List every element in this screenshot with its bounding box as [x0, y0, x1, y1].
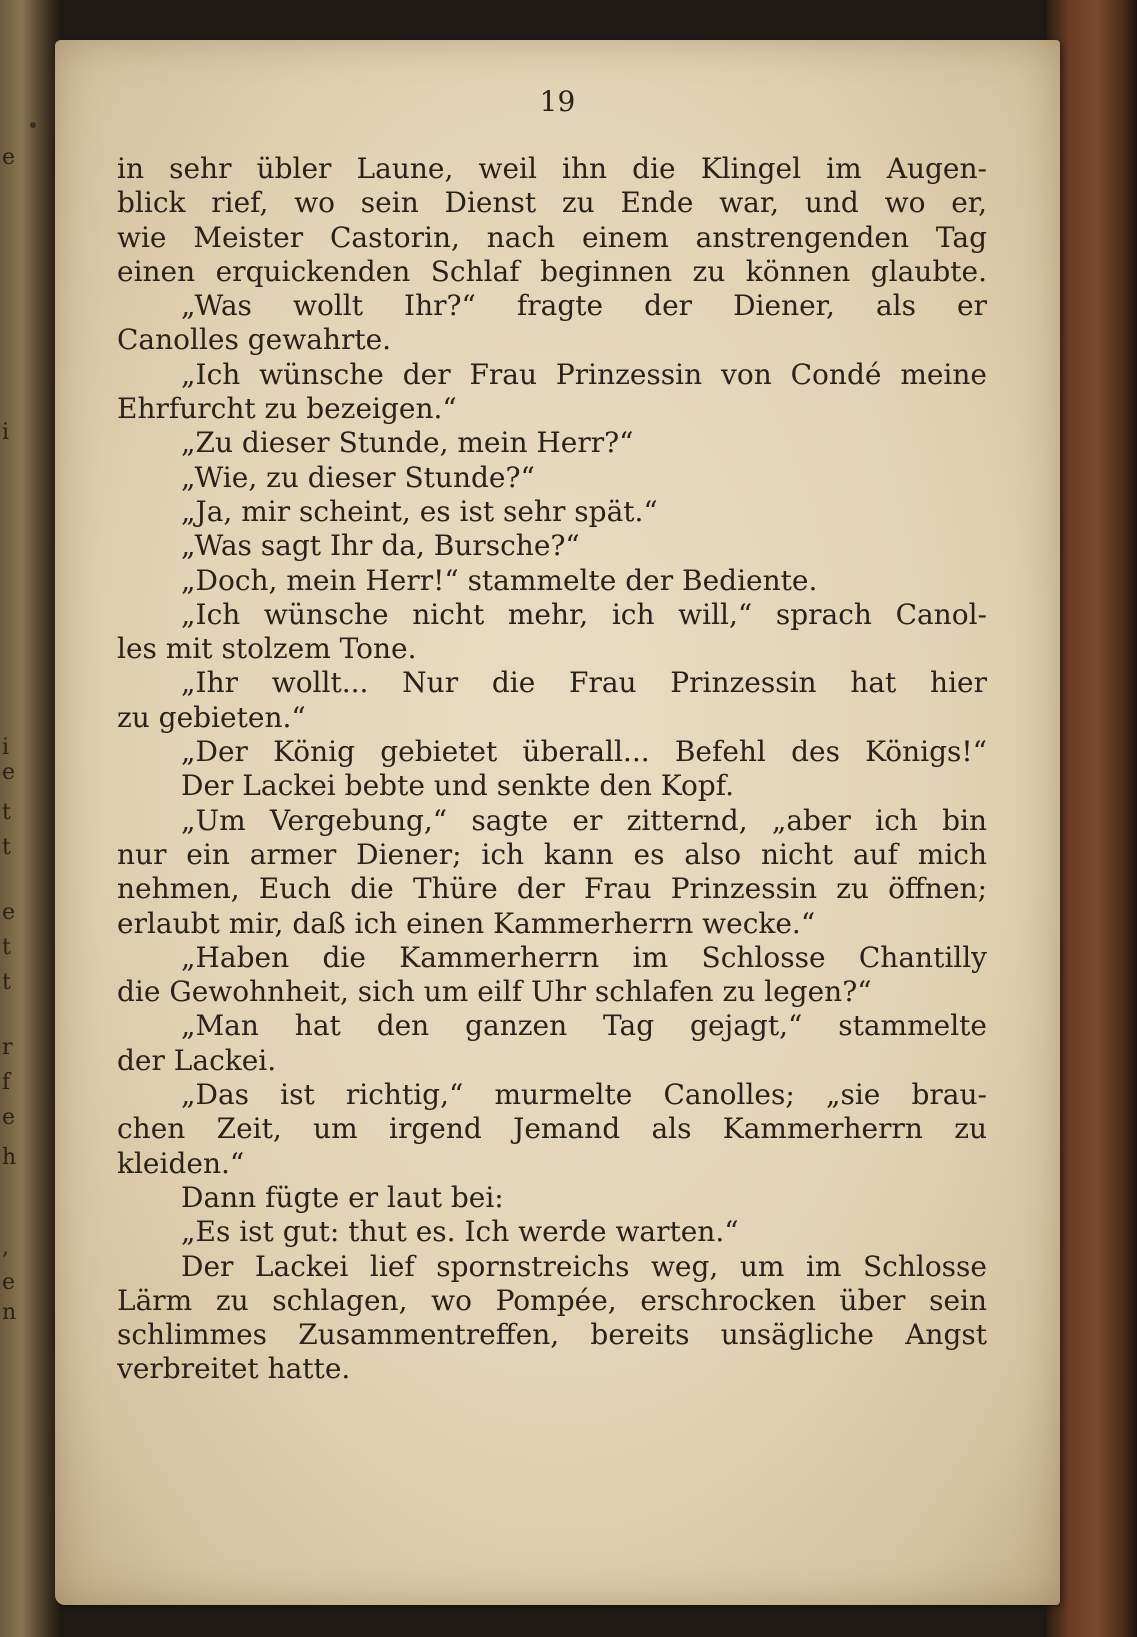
gutter-char: r: [2, 1035, 13, 1060]
text-line: blick rief, wo sein Dienst zu Ende war, und wo er,: [117, 186, 987, 220]
gutter-char: e: [2, 1270, 16, 1295]
text-line: kleiden.“: [117, 1146, 245, 1180]
text-line: „Ihr wollt... Nur die Frau Prinzessin hat hier: [181, 666, 987, 700]
text-line: die Gewohnheit, sich um eilf Uhr schlafen zu legen?“: [117, 975, 872, 1009]
text-line: Der Lackei lief spornstreichs weg, um im Schlosse: [181, 1249, 987, 1283]
text-line: „Zu dieser Stunde, mein Herr?“: [181, 426, 634, 460]
text-line: les mit stolzem Tone.: [117, 632, 417, 666]
page-body-text: [117, 152, 987, 1387]
gutter-char: t: [2, 800, 11, 825]
gutter-char: t: [2, 970, 11, 995]
margin-dot: [30, 122, 36, 128]
text-line: verbreitet hatte.: [117, 1352, 351, 1386]
gutter-char: t: [2, 935, 11, 960]
text-line: „Was wollt Ihr?“ fragte der Diener, als er: [181, 289, 987, 323]
text-line: „Es ist gut: thut es. Ich werde warten.“: [181, 1215, 739, 1249]
gutter-char: n: [2, 1300, 17, 1325]
text-line: schlimmes Zusammentreffen, bereits unsägliche Angst: [117, 1318, 987, 1352]
text-line: Ehrfurcht zu bezeigen.“: [117, 392, 457, 426]
text-line: „Um Vergebung,“ sagte er zitternd, „aber ich bin: [181, 803, 987, 837]
gutter-char: i: [2, 420, 10, 445]
text-line: „Doch, mein Herr!“ stammelte der Bediente.: [181, 563, 818, 597]
gutter-char: e: [2, 760, 16, 785]
text-line: „Ja, mir scheint, es ist sehr spät.“: [181, 494, 658, 528]
text-line: „Ich wünsche nicht mehr, ich will,“ sprach Canol-: [181, 597, 987, 631]
text-line: nur ein armer Diener; ich kann es also nicht auf mich: [117, 837, 987, 871]
gutter-char: i: [2, 735, 10, 760]
gutter-char: e: [2, 900, 16, 925]
gutter-char: h: [2, 1145, 17, 1170]
text-line: „Wie, zu dieser Stunde?“: [181, 460, 535, 494]
text-line: in sehr übler Laune, weil ihn die Klingel im Augen-: [117, 152, 987, 185]
text-line: wie Meister Castorin, nach einem anstrengenden Tag: [117, 220, 987, 254]
text-line: der Lackei.: [117, 1043, 277, 1077]
text-line: „Was sagt Ihr da, Bursche?“: [181, 529, 580, 563]
text-line: Canolles gewahrte.: [117, 323, 392, 357]
text-line: „Ich wünsche der Frau Prinzessin von Condé meine: [181, 357, 987, 391]
text-line: zu gebieten.“: [117, 700, 306, 734]
text-line: Lärm zu schlagen, wo Pompée, erschrocken über sein: [117, 1283, 987, 1317]
page-number: 19: [539, 85, 576, 118]
gutter-char: t: [2, 835, 11, 860]
text-line: einen erquickenden Schlaf beginnen zu können glaubte.: [117, 254, 987, 288]
book-page: [55, 40, 1060, 1605]
gutter-char: e: [2, 1105, 16, 1130]
text-line: „Haben die Kammerherrn im Schlosse Chantilly: [181, 940, 987, 974]
text-line: Dann fügte er laut bei:: [181, 1180, 504, 1214]
gutter-char: e: [2, 145, 16, 170]
text-line: „Das ist richtig,“ murmelte Canolles; „sie brau-: [181, 1078, 987, 1112]
text-line: „Man hat den ganzen Tag gejagt,“ stammelte: [181, 1009, 987, 1043]
text-line: nehmen, Euch die Thüre der Frau Prinzessin zu öffnen;: [117, 872, 987, 906]
text-line: chen Zeit, um irgend Jemand als Kammerherrn zu: [117, 1112, 987, 1146]
book-cover-edge: [1047, 0, 1137, 1637]
text-line: „Der König gebietet überall... Befehl des Königs!“: [181, 735, 987, 769]
text-line: Der Lackei bebte und senkte den Kopf.: [181, 769, 734, 803]
gutter-char: f: [2, 1070, 11, 1095]
text-line: erlaubt mir, daß ich einen Kammerherrn wecke.“: [117, 906, 816, 940]
previous-page-edge-text: [0, 0, 20, 1637]
gutter-char: ,: [2, 1235, 9, 1260]
